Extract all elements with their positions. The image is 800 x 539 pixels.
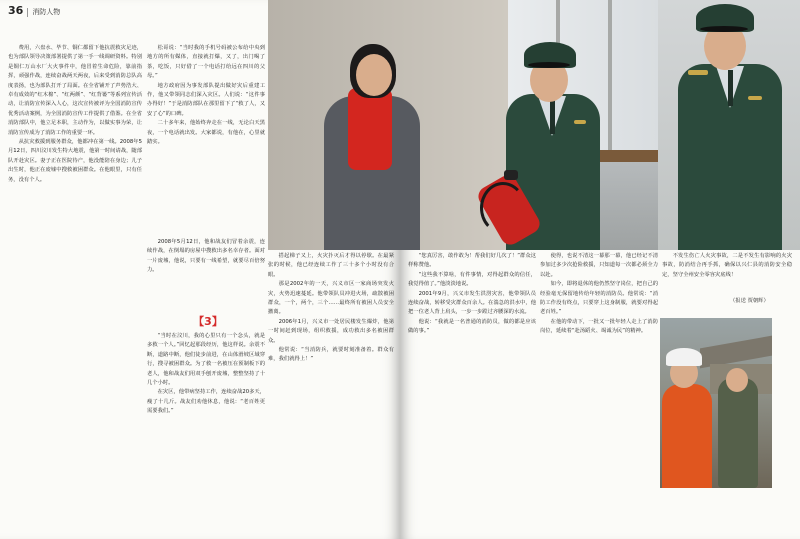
left-folio: [8, 4, 60, 17]
paragraph: “这些我不算啥，有件事情，对得起群众的信任，我觉得值了。”他淡淡地说。: [408, 271, 536, 288]
paragraph: 他说：“我就是一名普通的消防员，做的都是应该做的事。”: [408, 318, 536, 335]
paragraph: “您真厉害，敢作敢为！帮我们好几次了！”群众这样称赞他。: [408, 253, 536, 269]
paragraph: 从抗灾救援到服务群众，他都冲在第一线。2008年5月12日，四川汶川发生特大地震，他第一时间请战，随部队开赴灾区。妻子正在医院待产，他没能陪在身边；儿子出生时，他正在废墟中搜救被困群众。在他眼里，只有任务，没有个人。: [8, 139, 142, 183]
paragraph: 那是2002年的一天，兴义市区一家商场突发火灾，火势迅速蔓延。他带领队员冲进火场，疏散被困群众，一个，两个，三个……最终所有被困人员安全撤离。: [268, 281, 394, 316]
text-column-5: [408, 252, 536, 534]
text-column-4: [268, 252, 394, 534]
byline: （报送 贾朝辉）: [730, 298, 769, 304]
main-photo: [268, 0, 800, 250]
text-column-7: [662, 252, 792, 294]
paragraph: 地方政府因为事发部队提出做好灾后重建工作，他又带领同志们深入灾区。人们说：“这件事办得好！”于是消防部队在那里留下了“救了人，又安了心”的口碑。: [147, 82, 265, 117]
paragraph: 在灾区，他带病坚持工作，连续奋战20多天，瘦了十几斤。战友们劝他休息，他说：“老百姓更需要我们。”: [147, 389, 265, 415]
paragraph: 在他的带动下，一批又一批年轻人走上了消防岗位，延续着“赴汤蹈火、竭诚为民”的精神。: [540, 318, 658, 335]
paragraph: 他常说：“当消防兵，就要时刻准备着。群众有难，我们就得上！”: [268, 347, 394, 363]
paragraph: 如今，即将退休的他仍然坚守岗位，把自己的经验毫无保留地传给年轻的消防员。他常说：“消防工作没有终点，只要穿上这身制服，就要对得起老百姓。”: [540, 281, 658, 316]
paragraph: 搭起梯子又上，火灾扑灭后才得以停歇。在最紧张的时候，他已经连续工作了三十多个小时没有合眼。: [268, 253, 394, 278]
paragraph: 费用，六盘水、毕节、铜仁都留下他抗震救灾足迹，也为部队领导决策部署提供了第一手一线调研资料。特别是铜仁万山水厂大火事件中，他冒着生命危险，靠前指挥，顽强作战，连续奋战两天两夜，后来受到消防总队高度表扬，也为部队打开了局面。在全省铺开了声势浩大、卓有成效的“红木棉”、“红两颜”、“红背篓”等系列宣传活动，让消防宣传深入人心，这次宣传被评为全国消防宣传优秀活动案例，为全国消防宣传工作提供了借鉴。在全省消防部队中，他立足本职，主动作为，以做实事为荣，让消防宣传成为了消防工作的重要一环。: [8, 45, 142, 136]
rescue-photo: [660, 318, 772, 488]
paragraph: 2006年1月，兴义市一处居民楼发生爆炸，他第一时间赶到现场，组织救援，成功救出多名被困群众。: [268, 318, 394, 344]
text-column-6: [540, 252, 658, 534]
text-column-3: [147, 44, 265, 234]
paragraph: 使得，也说不清这一幕那一幕，他已经记不清参加过多少次抢险救援，只知道每一次都必须全力以赴。: [540, 253, 658, 278]
paragraph: 松哥说：“当时我的手机号码被公布给中央到地方的所有媒体，直接就打爆，又了，出门喝了茶，吃饭，只好借了一个电话打给远在四川的父母。”: [147, 45, 265, 80]
text-column-2a: [147, 238, 265, 308]
section-marker: 【3】: [193, 315, 223, 328]
section-name: 消防人物: [32, 8, 61, 16]
paragraph: “当时在汶川，我的心里只有一个念头，就是多救一个人。”回忆起那段经历，他这样说。余震不断，道路中断，他们徒步前进，在山体滑坡区域穿行，搜寻被困群众。为了救一名被压在预制板下的老人，他和战友们用双手刨开废墟，整整坚持了十几个小时。: [147, 333, 265, 387]
paragraph: 不发生伤亡人火灾事故，二是不发生有影响的火灾事故，防消结合再手抓，确保以兴仁县的消防安全稳定，坚守全州安全零容灾底线！: [662, 253, 792, 278]
text-column-1: [8, 44, 142, 534]
text-column-2b: [147, 332, 265, 534]
paragraph: 2008年5月12日，他和战友们冒着余震，连续作战，在倒塌的房屋中搜救出多名幸存者。面对一片废墟，他说，只要有一线希望，就要尽百倍努力。: [147, 239, 265, 274]
paragraph: 二十多年来，他始终奔走在一线，无论白天黑夜，一个电话就出发。大家都说，有他在，心里就踏实。: [147, 120, 265, 146]
paragraph: 2001年9月，兴义市发生洪涝灾害，他带领队员连续奋战，转移受灾群众百余人。在湍急的洪水中，他把一位老人背上肩头，一步一步蹚过齐腰深的水流。: [408, 290, 536, 316]
page-number-left: 36: [8, 4, 24, 17]
